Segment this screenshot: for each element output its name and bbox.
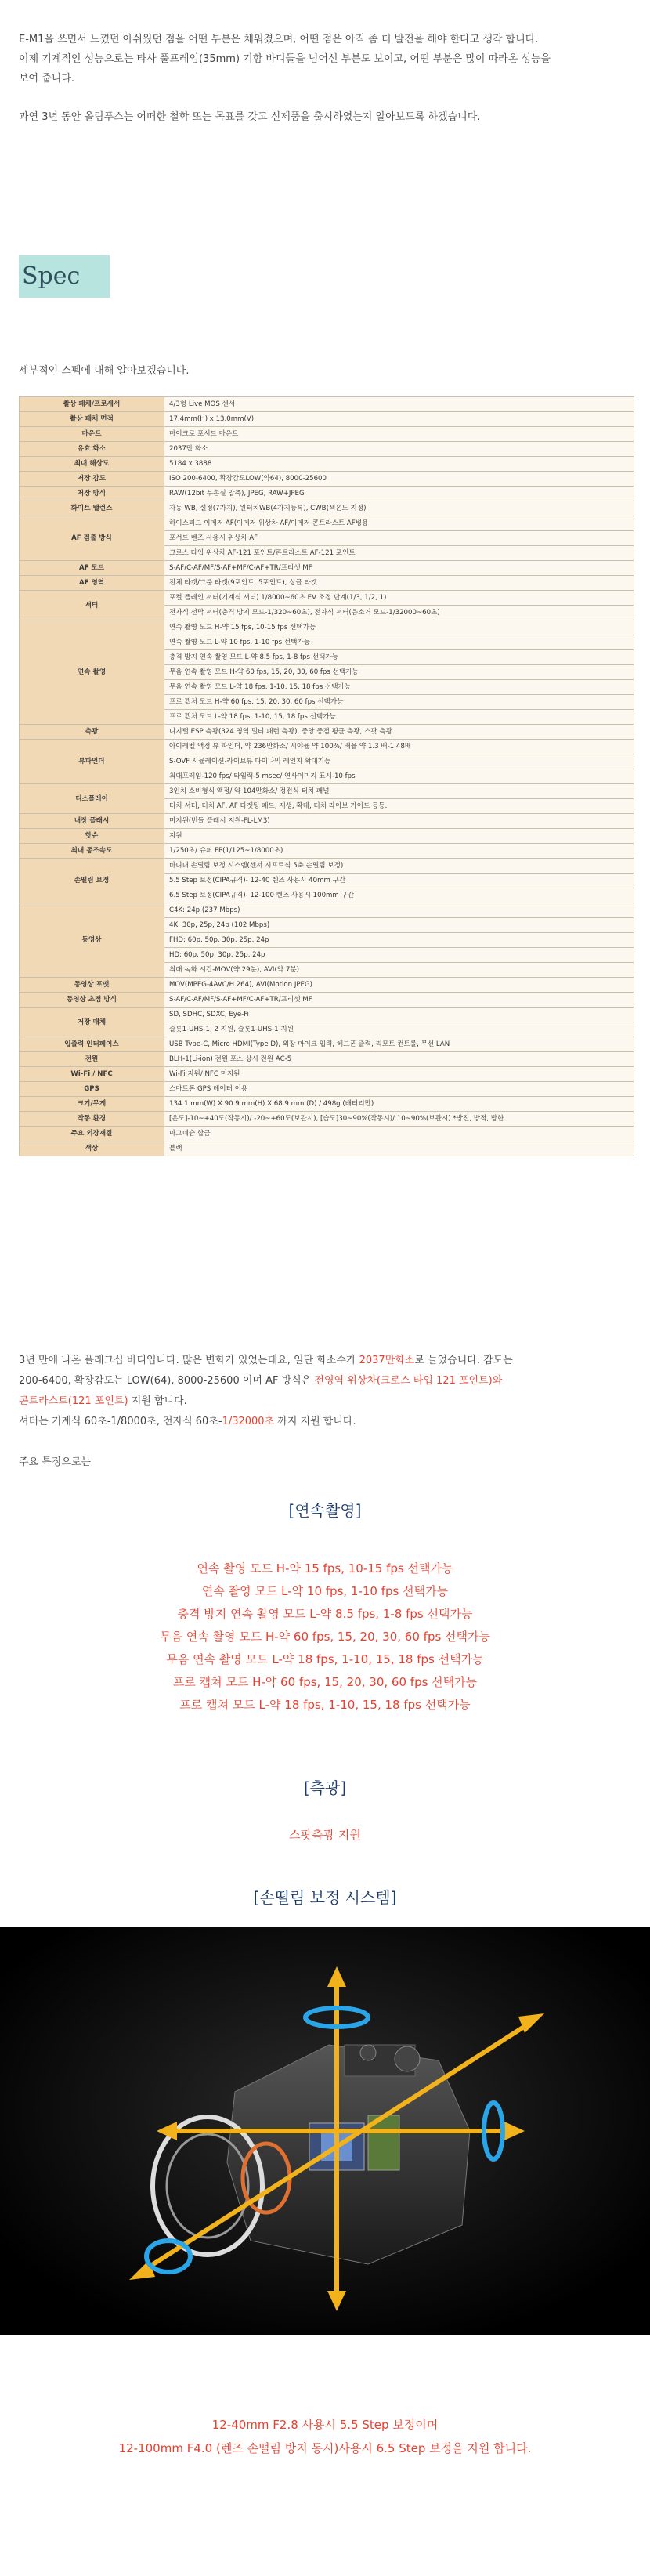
spec-row [20, 740, 634, 754]
spec-value: USB Type-C, Micro HDMI(Type D), 외장 마이크 입력, 헤드폰 출력, 리모트 컨트롤, 무선 LAN [164, 1037, 634, 1052]
spec-key: 화이트 밸런스 [20, 501, 164, 516]
spec-value: 1/250초/ 슈퍼 FP(1/125~1/8000초) [164, 844, 634, 859]
spec-row [20, 1067, 634, 1082]
spec-badge [19, 255, 110, 298]
spec-key: GPS [20, 1082, 164, 1097]
spec-value: 아이레벨 액정 뷰 파인더, 약 236만화소/ 시야율 약 100%/ 배율 약 1.3 배-1.48배 [164, 740, 634, 754]
spec-value: S-AF/C-AF/MF/S-AF+MF/C-AF+TR/프리셋 MF [164, 993, 634, 1008]
spec-value: 프로 캡처 모드 H-약 60 fps, 15, 20, 30, 60 fps 선택가능 [164, 695, 634, 710]
spec-value: 무음 연속 촬영 모드 L-약 18 fps, 1-10, 15, 18 fps 선택가능 [164, 680, 634, 695]
spec-row [20, 1037, 634, 1052]
spec-row [20, 487, 634, 501]
spec-row [20, 1097, 634, 1112]
spec-value: 연속 촬영 모드 H-약 15 fps, 10-15 fps 선택가능 [164, 620, 634, 635]
highlight-text: 전영역 위상차(크로스 타입 121 포인트)와 [314, 1375, 503, 1387]
spec-value: 충격 방지 연속 촬영 모드 L-약 8.5 fps, 1-8 fps 선택가능 [164, 650, 634, 665]
spec-value: 지원 [164, 829, 634, 844]
spec-value: 블랙 [164, 1141, 634, 1156]
spec-value: 프로 캡처 모드 L-약 18 fps, 1-10, 15, 18 fps 선택가능 [164, 710, 634, 725]
spec-value: 슬롯1-UHS-1, 2 지원, 슬롯1-UHS-1 지원 [164, 1022, 634, 1037]
spec-value: 마그네슘 합금 [164, 1127, 634, 1141]
spec-row [20, 427, 634, 442]
spec-row [20, 844, 634, 859]
spec-key: 손떨림 보정 [20, 859, 164, 903]
spec-row [20, 442, 634, 457]
spec-value: 2037만 화소 [164, 442, 634, 457]
spec-value: BLH-1(Li-ion) 전원 포스 상시 전원 AC-5 [164, 1052, 634, 1067]
camera-axes-graphic [0, 1927, 650, 2335]
burst-feature-item: 프로 캡쳐 모드 H-약 60 fps, 15, 20, 30, 60 fps 선택가능 [172, 1675, 478, 1689]
post-line [19, 1412, 634, 1432]
spec-row [20, 814, 634, 829]
spec-row [20, 1082, 634, 1097]
spec-value: 최대프레임-120 fps/ 타임랙-5 msec/ 연사이미지 표시-10 fps [164, 769, 634, 784]
spec-value: SD, SDHC, SDXC, Eye-Fi [164, 1008, 634, 1022]
intro-line: 과연 3년 동안 올림푸스는 어떠한 철학 또는 목표를 갖고 신제품을 출시하였는지 알아보도록 하겠습니다. [19, 111, 481, 123]
spec-value: 최대 녹화 시간-MOV(약 29분), AVI(약 7분) [164, 963, 634, 978]
spec-row [20, 1112, 634, 1127]
spec-key: 색상 [20, 1141, 164, 1156]
intro-line: 보여 줍니다. [19, 73, 75, 85]
spec-row [20, 784, 634, 799]
spec-intro: 세부적인 스펙에 대해 알아보겠습니다. [19, 365, 190, 377]
spec-row [20, 978, 634, 993]
text: 지원 합니다. [128, 1395, 187, 1407]
spec-value: 스마트폰 GPS 데이터 이용 [164, 1082, 634, 1097]
highlight-text: 2037만화소 [359, 1355, 415, 1366]
burst-feature-item: 충격 방지 연속 촬영 모드 L-약 8.5 fps, 1-8 fps 선택가능 [177, 1607, 473, 1621]
spec-row [20, 457, 634, 472]
spec-row [20, 591, 634, 606]
spec-value: 134.1 mm(W) X 90.9 mm(H) X 68.9 mm (D) / 498g (배터리만) [164, 1097, 634, 1112]
spec-row [20, 561, 634, 576]
burst-section-title: [연속촬영] [288, 1501, 362, 1520]
spec-row [20, 725, 634, 740]
spec-key: 내장 플래시 [20, 814, 164, 829]
ibis-camera-illustration [0, 1927, 650, 2335]
intro-text [19, 30, 630, 127]
spec-key: 작동 환경 [20, 1112, 164, 1127]
spec-value: MOV(MPEG-4AVC/H.264), AVI(Motion JPEG) [164, 978, 634, 993]
spec-key: 뷰파인더 [20, 740, 164, 784]
intro-line: 이제 기계적인 성능으로는 타사 풀프레임(35mm) 기함 바디들을 넘어선 부분도 보이고, 어떤 부분은 많이 따라온 성능을 [19, 53, 551, 65]
spec-key: 저장 방식 [20, 487, 164, 501]
spec-key: 디스플레이 [20, 784, 164, 814]
spec-value: 무음 연속 촬영 모드 H-약 60 fps, 15, 20, 30, 60 fps 선택가능 [164, 665, 634, 680]
text: 200-6400, 확장감도는 LOW(64), 8000-25600 이며 AF 방식은 [19, 1375, 315, 1387]
spec-key: 입출력 인터페이스 [20, 1037, 164, 1052]
post-line [19, 1391, 634, 1412]
highlight-text: 1/32000초 [222, 1416, 275, 1427]
spec-row [20, 412, 634, 427]
spec-key: 연속 촬영 [20, 620, 164, 725]
burst-feature-item: 무음 연속 촬영 모드 L-약 18 fps, 1-10, 15, 18 fps 선택가능 [166, 1652, 484, 1666]
post-line [19, 1351, 634, 1371]
metering-section-title: [측광] [303, 1778, 347, 1797]
spec-key: 촬상 패체 면적 [20, 412, 164, 427]
spec-key: AF 검출 방식 [20, 516, 164, 561]
spec-value: 바디내 손떨림 보정 시스템(센서 시프트식 5축 손떨림 보정) [164, 859, 634, 874]
ibis-section-title: [손떨림 보정 시스템] [253, 1888, 397, 1907]
spec-value: 포컬 플레인 셔터(기계식 셔터) 1/8000~60초 EV 조정 단계(1/3, 1/2, 1) [164, 591, 634, 606]
spec-key: Wi-Fi / NFC [20, 1067, 164, 1082]
spec-row [20, 620, 634, 635]
burst-feature-item: 무음 연속 촬영 모드 H-약 60 fps, 15, 20, 30, 60 fps 선택가능 [159, 1630, 491, 1644]
ibis-caption [0, 2413, 650, 2460]
spec-key: 셔터 [20, 591, 164, 620]
spec-value: 6.5 Step 보정(CIPA규격)- 12-100 렌즈 사용시 100mm 구간 [164, 888, 634, 903]
intro-line: E-M1을 쓰면서 느꼈던 아쉬웠던 점을 어떤 부분은 채워졌으며, 어떤 점은 아직 좀 더 발전을 해야 한다고 생각 합니다. [19, 34, 539, 45]
spec-value: 디지털 ESP 측광(324 영역 멀티 패턴 측광), 중앙 중점 평균 측광, 스팟 측광 [164, 725, 634, 740]
spec-row [20, 397, 634, 412]
spec-value: 전체 타겟/그룹 타겟(9포인트, 5포인트), 싱글 타겟 [164, 576, 634, 591]
spec-value: 17.4mm(H) x 13.0mm(V) [164, 412, 634, 427]
caption-line: 12-40mm F2.8 사용시 5.5 Step 보정이며 [211, 2418, 439, 2432]
spec-value: 미지원(번들 플래시 지원-FL-LM3) [164, 814, 634, 829]
spec-key: 크기/무게 [20, 1097, 164, 1112]
spec-row [20, 516, 634, 531]
spec-value: 4K: 30p, 25p, 24p (102 Mbps) [164, 918, 634, 933]
spec-key: 마운트 [20, 427, 164, 442]
spec-value: S-OVF 시뮬레이션-라이브뷰 다이나믹 레인지 확대기능 [164, 754, 634, 769]
burst-feature-item: 연속 촬영 모드 H-약 15 fps, 10-15 fps 선택가능 [197, 1561, 453, 1576]
burst-feature-item: 프로 캡쳐 모드 L-약 18 fps, 1-10, 15, 18 fps 선택가능 [179, 1698, 471, 1712]
spec-key: 최대 해상도 [20, 457, 164, 472]
spec-row [20, 1141, 634, 1156]
spec-value: HD: 60p, 50p, 30p, 25p, 24p [164, 948, 634, 963]
spec-value: FHD: 60p, 50p, 30p, 25p, 24p [164, 933, 634, 948]
caption-line: 12-100mm F4.0 (렌즈 손떨림 방지 동시)사용시 6.5 Step 보정을 지원 합니다. [118, 2441, 532, 2455]
spec-value: 5.5 Step 보정(CIPA규격)- 12-40 렌즈 사용시 40mm 구간 [164, 874, 634, 888]
highlight-text: 콘트라스트(121 포인트) [19, 1395, 128, 1407]
spec-value: 자동 WB, 설정(7가지), 원터치WB(4가지등록), CWB(색온도 지정) [164, 501, 634, 516]
spec-value: RAW(12bit 무손실 압축), JPEG, RAW+JPEG [164, 487, 634, 501]
spec-value: Wi-Fi 지원/ NFC 미지원 [164, 1067, 634, 1082]
spec-key: 촬상 패체/프로세서 [20, 397, 164, 412]
post-line [19, 1371, 634, 1391]
spec-key: 저장 감도 [20, 472, 164, 487]
spec-row [20, 1008, 634, 1022]
spec-key: AF 영역 [20, 576, 164, 591]
spec-key: AF 모드 [20, 561, 164, 576]
spec-row [20, 472, 634, 487]
post-line: 주요 특징으로는 [19, 1456, 92, 1468]
spec-key: 동영상 초점 방식 [20, 993, 164, 1008]
spec-row [20, 501, 634, 516]
spec-row [20, 859, 634, 874]
spec-value: 하이스피드 이메저 AF(이메저 위상차 AF/이메저 콘트라스트 AF병용 [164, 516, 634, 531]
sensor-unit [309, 2115, 399, 2170]
spec-row [20, 1127, 634, 1141]
spec-row [20, 1052, 634, 1067]
spec-value: 연속 촬영 모드 L-약 10 fps, 1-10 fps 선택가능 [164, 635, 634, 650]
spec-key: 최대 동조속도 [20, 844, 164, 859]
text: 3년 만에 나온 플래그십 바디입니다. 많은 변화가 있었는데요, 일단 화소수가 [19, 1355, 359, 1366]
text: 까지 지원 합니다. [274, 1416, 356, 1427]
spec-table [19, 396, 634, 1156]
spec-value: 5184 x 3888 [164, 457, 634, 472]
spec-value: 마이크로 포서드 마운트 [164, 427, 634, 442]
metering-feature: 스팟측광 지원 [289, 1828, 361, 1842]
text: 로 늘었습니다. 감도는 [414, 1355, 513, 1366]
spec-key: 동영상 [20, 903, 164, 978]
spec-row [20, 829, 634, 844]
spec-value: 4/3형 Live MOS 센서 [164, 397, 634, 412]
spec-key: 저장 매체 [20, 1008, 164, 1037]
burst-feature-list [0, 1558, 650, 1717]
spec-key: 핫슈 [20, 829, 164, 844]
spec-value: 3인치 소비형식 액정/ 약 104만화소/ 정전식 터치 패널 [164, 784, 634, 799]
spec-value: C4K: 24p (237 Mbps) [164, 903, 634, 918]
spec-value: [온도]-10~+40도(작동시)/ -20~+60도(보관시), [습도]30~90%(작동시)/ 10~90%(보관시) *방진, 방적, 방한 [164, 1112, 634, 1127]
spec-value: 전자식 선막 셔터(충격 방지 모드-1/320~60초), 전자식 셔터(음소거 모드-1/32000~60초) [164, 606, 634, 620]
spec-key: 측광 [20, 725, 164, 740]
text: 셔터는 기계식 60초-1/8000초, 전자식 60초- [19, 1416, 222, 1427]
spec-key: 주요 외장재질 [20, 1127, 164, 1141]
burst-feature-item: 연속 촬영 모드 L-약 10 fps, 1-10 fps 선택가능 [201, 1584, 449, 1598]
spec-row [20, 903, 634, 918]
spec-value: S-AF/C-AF/MF/S-AF+MF/C-AF+TR/프리셋 MF [164, 561, 634, 576]
spec-value: 터치 셔터, 터치 AF, AF 타겟팅 패드, 재생, 확대, 터치 라이브 가이드 등등. [164, 799, 634, 814]
spec-row [20, 993, 634, 1008]
spec-badge-label: Spec [22, 262, 81, 290]
spec-value: 포서드 렌즈 사용시 위상차 AF [164, 531, 634, 546]
spec-key: 동영상 포맷 [20, 978, 164, 993]
spec-value: ISO 200-6400, 확장감도LOW(약64), 8000-25600 [164, 472, 634, 487]
spec-row [20, 576, 634, 591]
spec-key: 전원 [20, 1052, 164, 1067]
spec-value: 크로스 타입 위상차 AF-121 포인트/콘트라스트 AF-121 포인트 [164, 546, 634, 561]
post-text [19, 1351, 634, 1473]
spec-key: 유효 화소 [20, 442, 164, 457]
